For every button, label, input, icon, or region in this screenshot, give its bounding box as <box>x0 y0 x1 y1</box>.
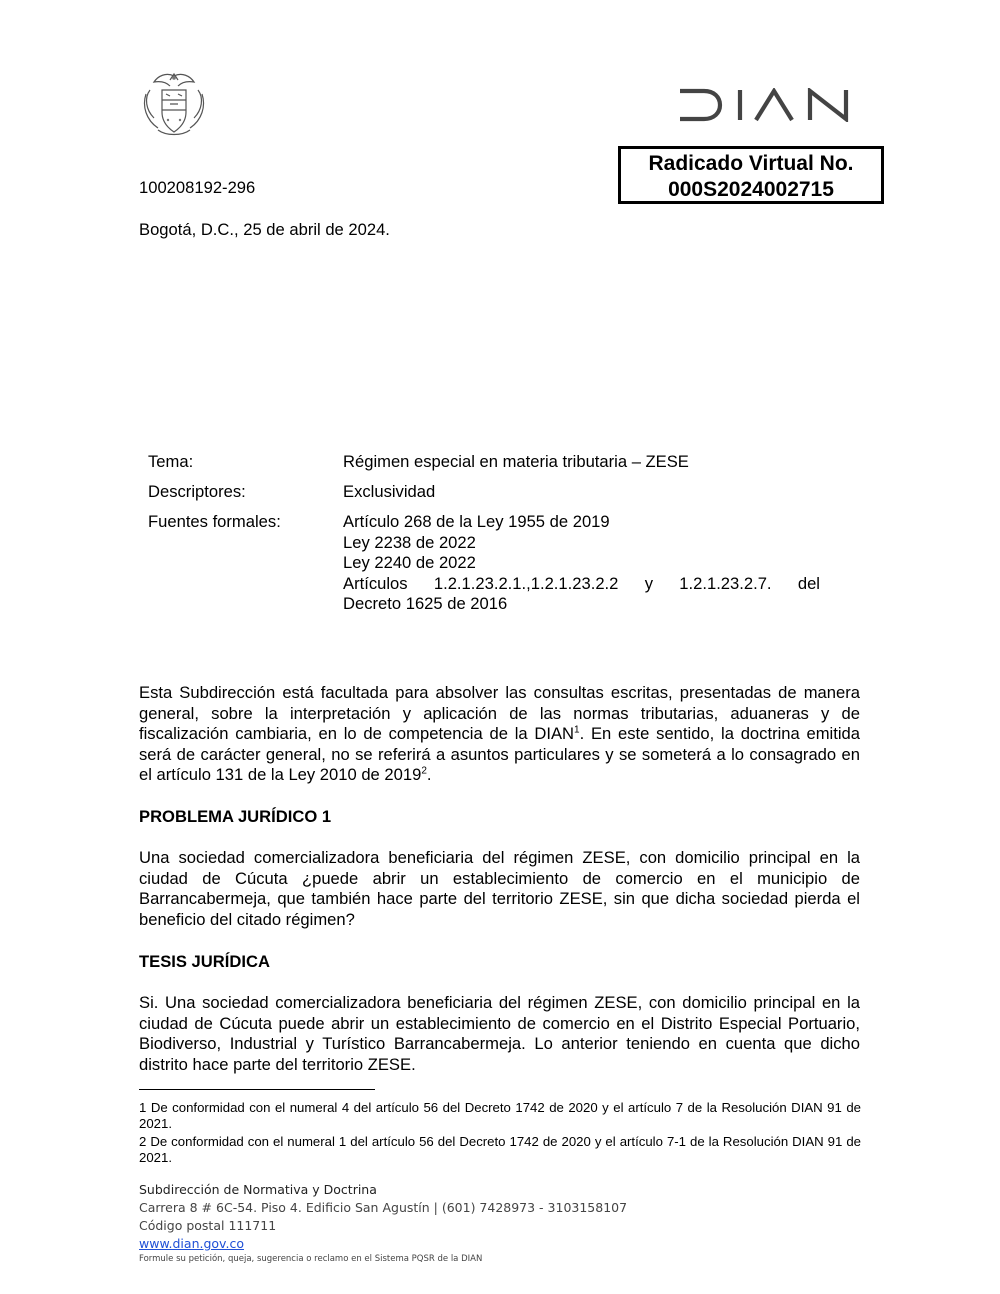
colombia-coat-of-arms-icon <box>140 70 208 140</box>
fuentes-decreto-line: Decreto 1625 de 2016 <box>343 594 508 613</box>
dian-logo <box>676 88 860 122</box>
footnote-separator <box>139 1089 375 1090</box>
radicado-label: Radicado Virtual No. <box>648 152 854 175</box>
fuentes-articulos-line <box>343 574 820 595</box>
articulos-numbers: 1.2.1.23.2.1.,1.2.1.23.2.2 <box>433 573 619 593</box>
footnote-ref-1[interactable]: 1 <box>574 724 580 736</box>
fuentes-label: Fuentes formales: <box>148 512 281 531</box>
place-date: Bogotá, D.C., 25 de abril de 2024. <box>139 220 390 239</box>
descriptores-value: Exclusividad <box>343 482 436 501</box>
fuentes-line: Ley 2240 de 2022 <box>343 553 476 572</box>
problema-heading: PROBLEMA JURÍDICO 1 <box>139 807 332 826</box>
fuentes-line: Ley 2238 de 2022 <box>343 532 476 552</box>
intro-paragraph: Esta Subdirección está facultada para absolver las consultas escritas, presentadas de manera general, sobre la interpretación y aplicación de las normas tributarias, aduaneras y de fiscalización cambiaria, en lo de competencia de la DIAN$^1$. En este sentido, la doctrina emitida será de carácter general, no se referirá a asuntos particulares y se someterá a lo consagrado en el artículo 131 de la Ley 2010 de 2019$^2$. <box>139 683 860 784</box>
descriptores-label: Descriptores: <box>148 482 246 501</box>
footnote-ref-2[interactable]: 2 <box>421 765 427 777</box>
articulos-word: Artículos <box>343 573 408 593</box>
footer-website-link[interactable]: www.dian.gov.co <box>139 1236 244 1251</box>
articulos-del: del <box>797 573 820 593</box>
radicado-number: 000S2024002715 <box>668 178 834 201</box>
footnote-1: 1 De conformidad con el numeral 4 del artículo 56 del Decreto 1742 de 2020 y el artículo 7 de la Resolución DIAN 91 de 2021. <box>139 1100 861 1131</box>
footer-postal: Código postal 111711 <box>139 1218 277 1233</box>
tesis-paragraph: Si. Una sociedad comercializadora beneficiaria del régimen ZESE, con domicilio principal en la ciudad de Cúcuta puede abrir un establecimiento de comercio en el Distrito Especial Portuario, Biodiverso, Industrial y Turístico Barrancabermeja. Lo anterior teniendo en cuenta que dicho distrito hace parte del territorio ZESE. <box>139 993 860 1074</box>
fuentes-list <box>343 512 823 615</box>
footer-address: Carrera 8 # 6C-54. Piso 4. Edificio San Agustín | (601) 7428973 - 3103158107 <box>139 1200 628 1215</box>
radicado-box <box>618 146 884 204</box>
reference-number: 100208192-296 <box>139 178 256 197</box>
articulos-conj: y <box>644 573 653 593</box>
footer-office: Subdirección de Normativa y Doctrina <box>139 1182 377 1197</box>
fuentes-line: Artículo 268 de la Ley 1955 de 2019 <box>343 512 610 531</box>
tema-value: Régimen especial en materia tributaria – ZESE <box>343 452 689 471</box>
tema-label: Tema: <box>148 452 194 471</box>
articulos-number-last: 1.2.1.23.2.7. <box>679 573 772 593</box>
problema-paragraph: Una sociedad comercializadora beneficiaria del régimen ZESE, con domicilio principal en la ciudad de Cúcuta ¿puede abrir un establecimiento de comercio en el municipio de Barrancabermeja, que también hace parte del territorio ZESE, sin que dicha sociedad pierda el beneficio del citado régimen? <box>139 848 860 929</box>
footnote-2: 2 De conformidad con el numeral 1 del artículo 56 del Decreto 1742 de 2020 y el artículo 7-1 de la Resolución DIAN 91 de 2021. <box>139 1134 861 1165</box>
footer-pqsr: Formule su petición, queja, sugerencia o reclamo en el Sistema PQSR de la DIAN <box>139 1254 483 1264</box>
tesis-heading: TESIS JURÍDICA <box>139 952 270 971</box>
